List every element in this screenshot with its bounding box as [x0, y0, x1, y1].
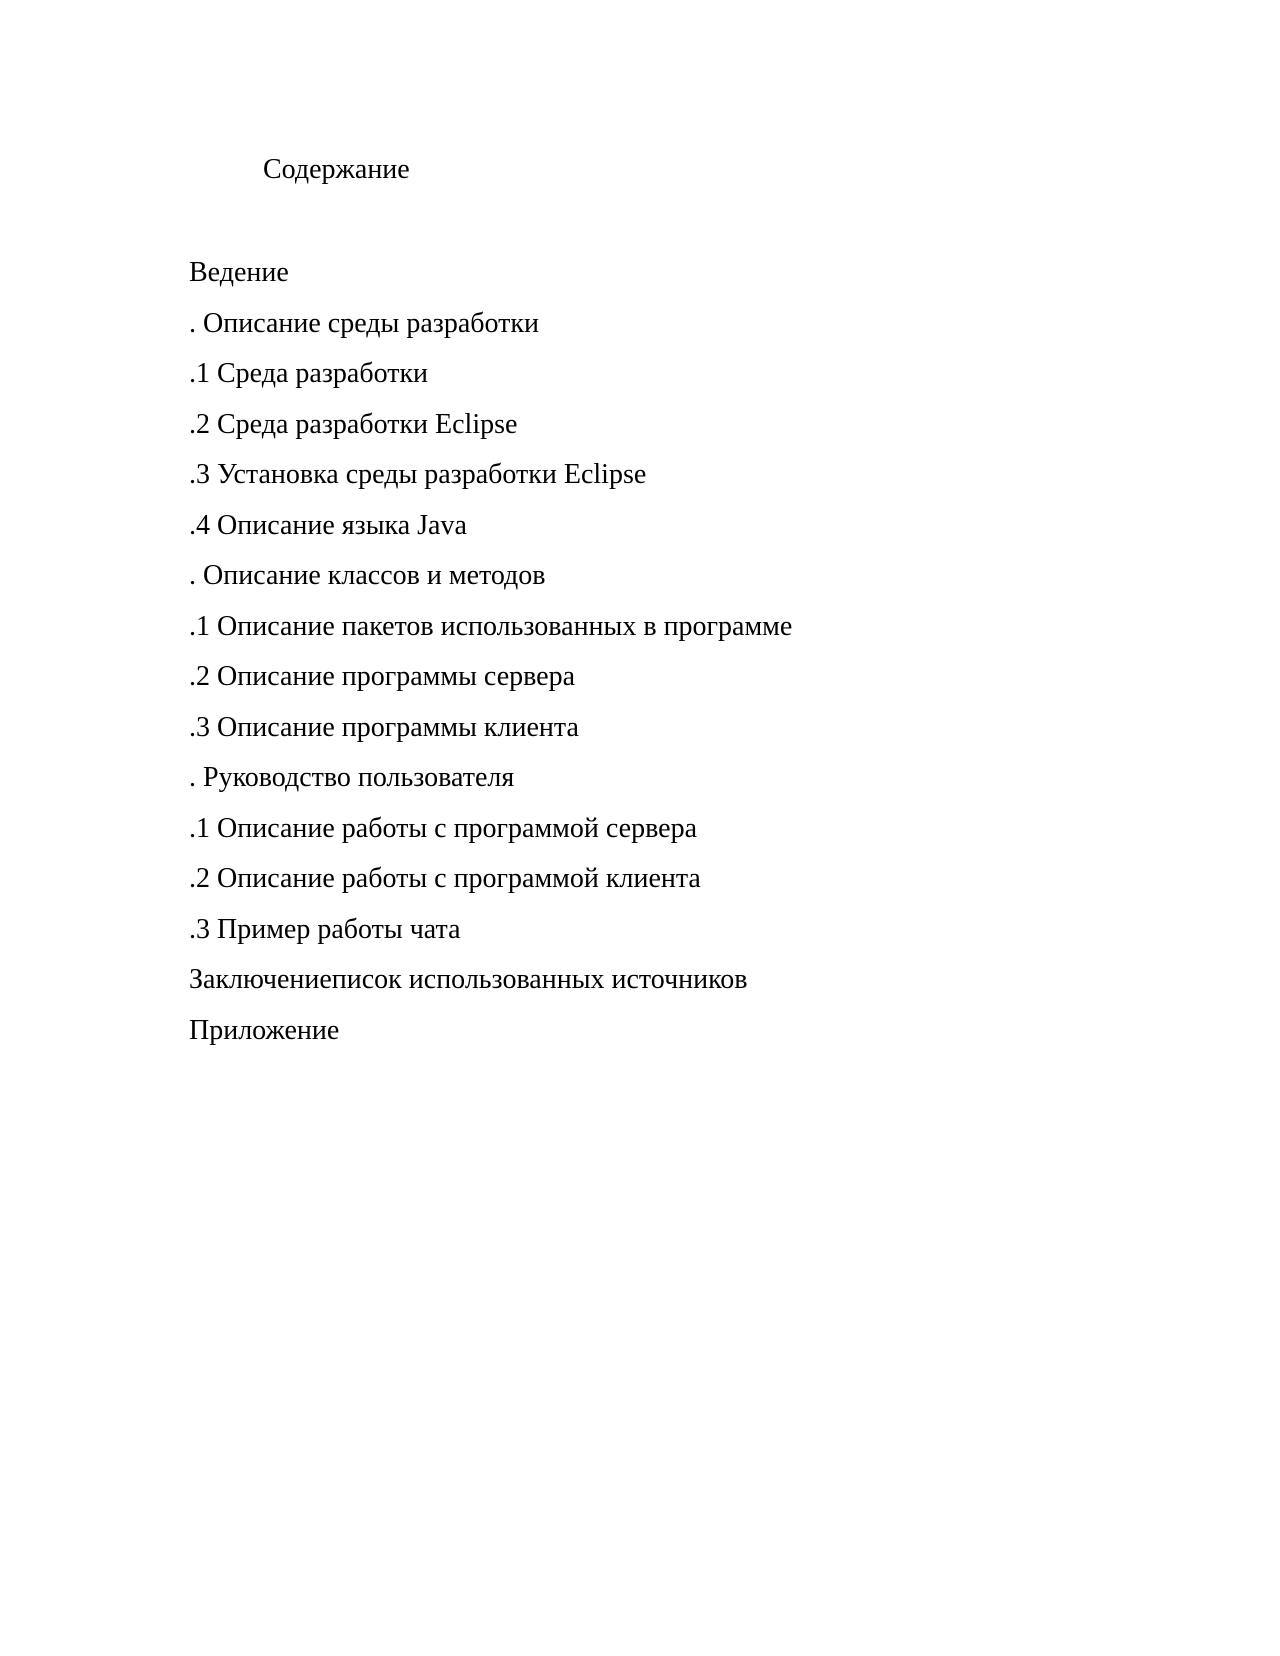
- toc-title: Содержание: [263, 154, 410, 185]
- toc-item-java-description: .4 Описание языка Java: [189, 509, 467, 541]
- toc-item-server-program: .2 Описание программы сервера: [189, 661, 576, 692]
- toc-item-client-program: .3 Описание программы клиента: [189, 711, 579, 743]
- toc-item-server-usage: .1 Описание работы с программой сервера: [189, 812, 697, 844]
- toc-item-classes-methods: . Описание классов и методов: [189, 560, 546, 591]
- toc-item-user-guide: . Руководство пользователя: [189, 762, 515, 793]
- toc-item-dev-environment: .1 Среда разработки: [189, 358, 429, 389]
- toc-item-packages: .1 Описание пакетов использованных в программе: [189, 610, 793, 642]
- toc-item-conclusion-sources: Заключениеписок использованных источников: [189, 964, 748, 995]
- toc-list: [189, 248, 792, 1056]
- toc-item-eclipse-install: .3 Установка среды разработки Eclipse: [189, 459, 647, 490]
- toc-item-eclipse: .2 Среда разработки Eclipse: [189, 408, 518, 440]
- toc-item-dev-environment-description: . Описание среды разработки: [189, 307, 539, 339]
- toc-item-chat-example: .3 Пример работы чата: [189, 913, 461, 945]
- toc-item-client-usage: .2 Описание работы с программой клиента: [189, 863, 701, 894]
- toc-item-introduction: Ведение: [189, 257, 289, 288]
- toc-item-appendix: Приложение: [189, 1014, 340, 1046]
